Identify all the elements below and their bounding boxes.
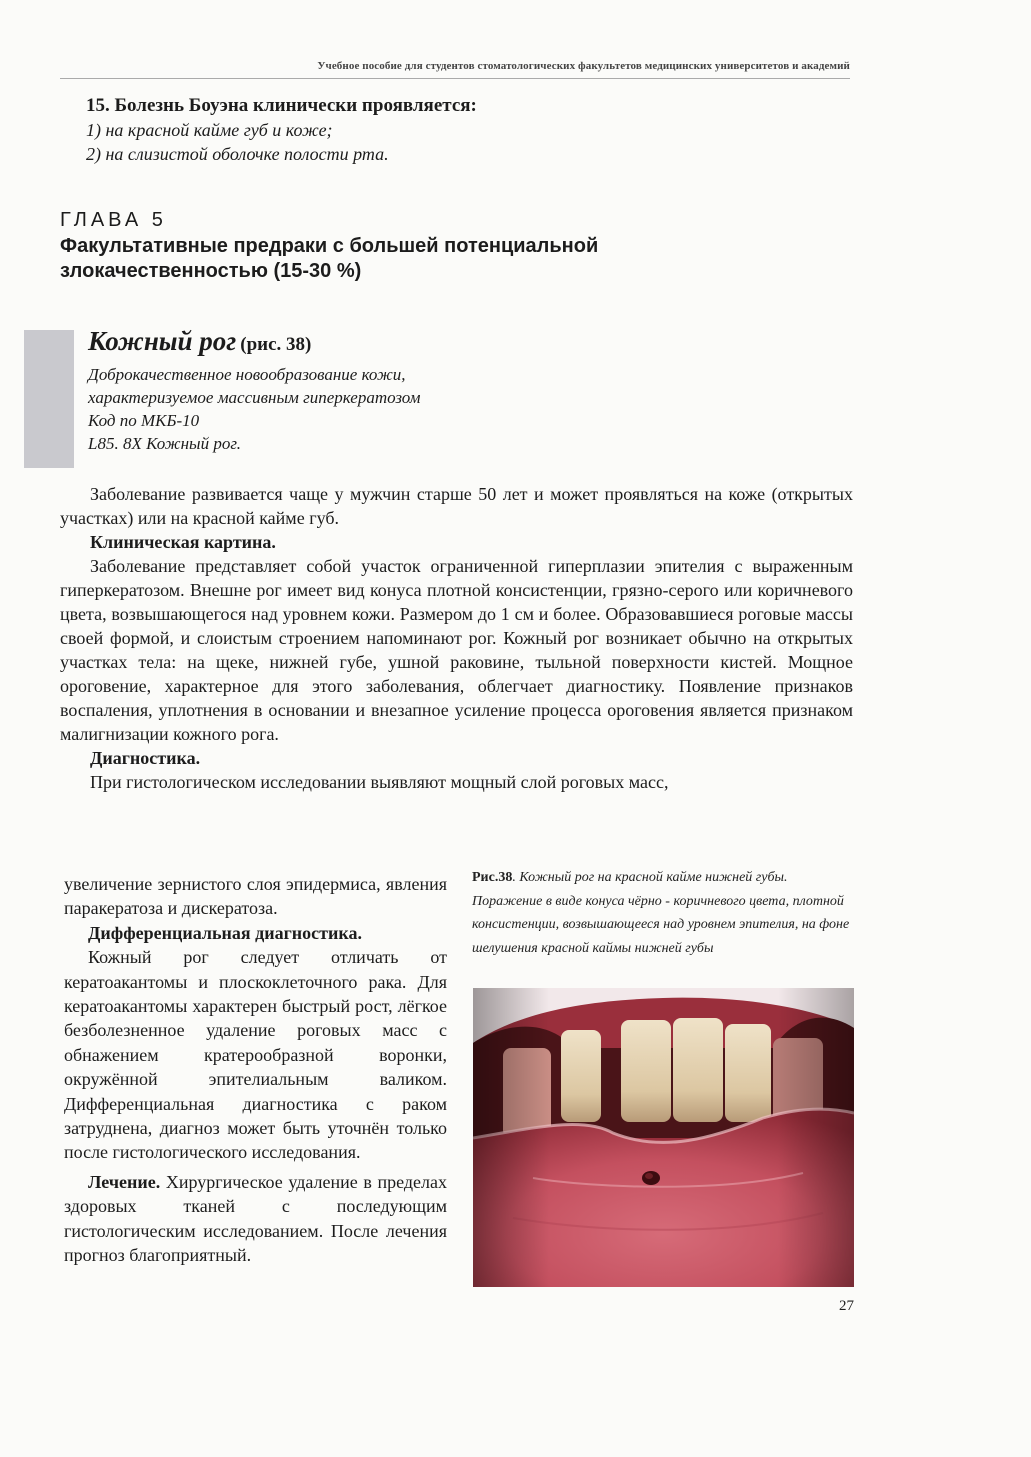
figure-caption: Рис.38. Кожный рог на красной кайме нижней губы. Поражение в виде конуса чёрно - коричневого цвета, плотной консистенции, возвышающееся над уровнем эпителия, на фоне шелушения красной каймы нижней губы	[472, 870, 850, 956]
chapter-title-line: Факультативные предраки с большей потенциальной	[60, 235, 599, 257]
figure-reference: (рис. 38)	[240, 334, 312, 355]
header-rule	[60, 78, 850, 79]
figure-caption-text: Кожный рог на красной кайме нижней губы. Поражение в виде конуса чёрно - коричневого цвета, плотной консистенции, возвышающееся над уровнем эпителия, на фоне шелушения красной каймы нижней губы	[472, 870, 850, 956]
answer-option: 1) на красной кайме губ и коже;	[86, 120, 333, 140]
topic-desc-line: L85. 8X Кожный рог.	[88, 434, 241, 453]
diff-paragraph: Кожный рог следует отличать от кератоакантомы и плоскоклеточного рака. Для кератоакантомы характерен быстрый рост, лёгкое безболезненное удаление роговых масс с обнажением кратерообразной воронки, окружённой эпителиальным валиком. Дифференциальная диагностика с раком затруднена, диагноз может быть уточнён только после гистологического исследования.	[64, 947, 447, 1163]
section-marker-bar	[24, 330, 74, 468]
treatment-heading: Лечение.	[88, 1171, 161, 1192]
diagnostics-heading: Диагностика.	[90, 748, 201, 768]
continuation-paragraph: увеличение зернистого слоя эпидермиса, явления паракератоза и дискератоза.	[64, 874, 447, 919]
clinical-heading: Клиническая картина.	[90, 532, 276, 552]
figure-label: Рис.38	[472, 870, 513, 885]
question-block	[86, 94, 846, 166]
main-body-text	[60, 482, 853, 794]
clinical-paragraph: Заболевание представляет собой участок ограниченной гиперплазии эпителия с выраженным гиперкератозом. Внешне рог имеет вид конуса плотной консистенции, грязно-серого или коричневого цвета, возвышающегося над уровнем кожи. Размером до 1 см и более. Образовавшиеся роговые массы своей формой, и слоистым строением напоминают рог. Кожный рог возникает обычно на открытых участках тела: на щеке, нижней губе, ушной раковине, тыльной поверхности кистей. Мощное ороговение, характерное для этого заболевания, облегчает диагностику. Появление признаков воспаления, уплотнения в основании и внезапное усиление процесса ороговения является признаком малигнизации кожного рога.	[60, 556, 853, 744]
topic-desc-line: характеризуемое массивным гиперкератозом	[88, 388, 421, 407]
topic-block	[88, 326, 788, 455]
topic-name: Кожный рог	[88, 326, 237, 356]
chapter-title-line: злокачественностью (15-30 %)	[60, 260, 362, 282]
intro-paragraph: Заболевание развивается чаще у мужчин старше 50 лет и может проявляться на коже (открытых участках) или на красной кайме губ.	[60, 484, 853, 528]
topic-desc-line: Доброкачественное новообразование кожи,	[88, 365, 406, 384]
clinical-photo	[473, 988, 854, 1287]
treatment-paragraph	[64, 1170, 447, 1268]
diff-heading: Дифференциальная диагностика.	[88, 922, 362, 943]
chapter-title	[60, 234, 700, 284]
page-number: 27	[839, 1298, 854, 1314]
answer-option: 2) на слизистой оболочке полости рта.	[86, 144, 389, 164]
chapter-label: ГЛАВА 5	[60, 209, 167, 231]
treatment-text: Хирургическое удаление в пределах здоровых тканей с последующим гистологическим исследованием. После лечения прогноз благоприятный.	[64, 1171, 447, 1266]
diagnostics-paragraph: При гистологическом исследовании выявляют мощный слой роговых масс,	[90, 772, 669, 792]
topic-description	[88, 363, 788, 455]
topic-desc-line: Код по МКБ-10	[88, 411, 200, 430]
running-header: Учебное пособие для студентов стоматологических факультетов медицинских университетов и академий	[317, 60, 850, 72]
left-column-text	[64, 872, 447, 1268]
question-title: 15. Болезнь Боуэна клинически проявляется:	[86, 95, 477, 116]
